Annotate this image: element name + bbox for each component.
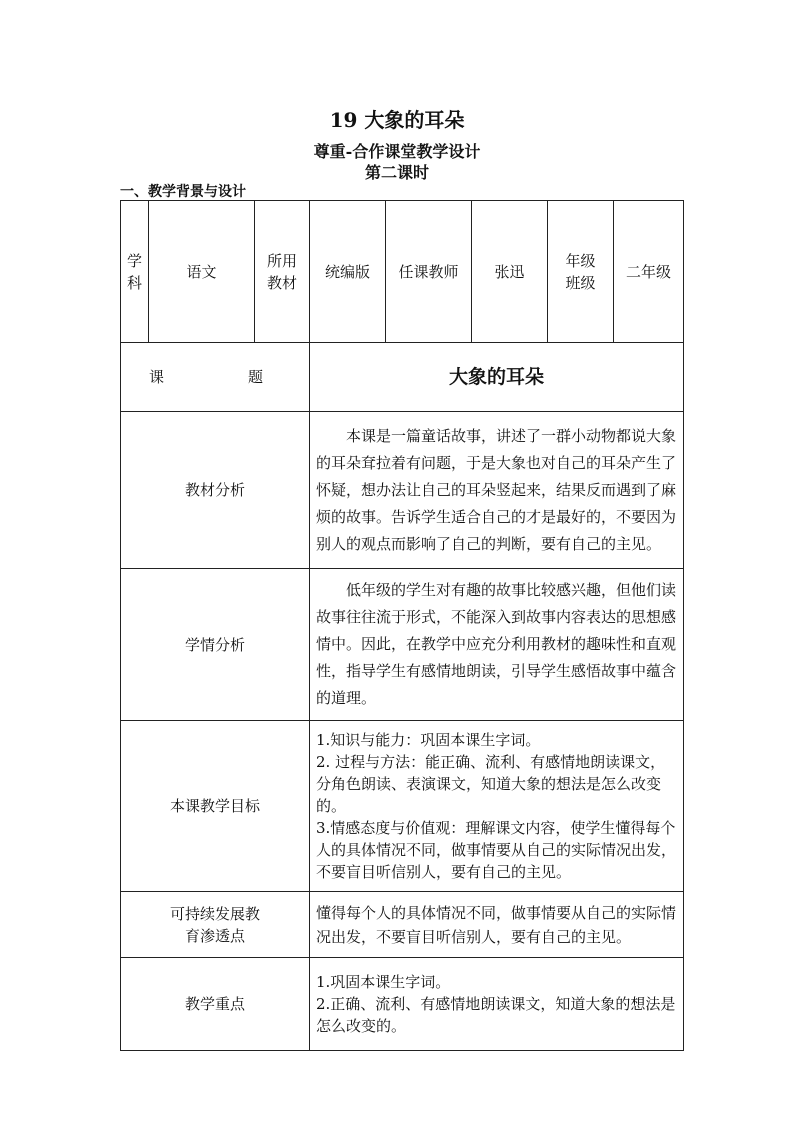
subject-value-cell: [149, 201, 255, 343]
objectives-label-cell: [121, 721, 310, 892]
key-points-text-cell: [310, 958, 684, 1051]
topic-row: [121, 343, 684, 412]
key-points-row: [121, 958, 684, 1051]
subject-label: 学科: [126, 251, 142, 292]
student-analysis-text: 低年级的学生对有趣的故事比较感兴趣，但他们读故事往往流于形式，不能深入到故事内容表达的思想感情中。因此，在教学中应充分利用教材的趣味性和直观性，指导学生有感情地朗读，引导学生感悟故事中蕴含的道理。: [316, 581, 677, 707]
info-row: [121, 201, 684, 343]
teacher-value-cell: [472, 201, 548, 343]
objective-item: 1.知识与能力：巩固本课生字词。: [316, 731, 541, 749]
key-point-item: 1.巩固本课生字词。: [316, 973, 451, 991]
student-analysis-text-cell: [310, 569, 684, 721]
material-analysis-text-cell: [310, 412, 684, 569]
grade-value-cell: [614, 201, 684, 343]
key-point-item: 2.正确、流利、有感情地朗读课文，知道大象的想法是怎么改变的。: [316, 995, 676, 1035]
topic-label: 课 题: [148, 368, 281, 386]
material-analysis-text: 本课是一篇童话故事，讲述了一群小动物都说大象的耳朵耷拉着有问题，于是大象也对自己的耳朵产生了怀疑，想办法让自己的耳朵竖起来，结果反而遇到了麻烦的故事。告诉学生适合自己的才是最好的，不要因为别人的观点而影响了自己的判断，要有自己的主见。: [316, 426, 677, 553]
material-analysis-label: 教材分析: [184, 481, 245, 499]
subject-label-cell: [121, 201, 149, 343]
objective-item: 3.情感态度与价值观：理解课文内容，使学生懂得每个人的具体情况不同，做事情要从自己的实际情况出发，不要盲目听信别人，要有自己的主见。: [316, 819, 677, 881]
material-analysis-row: [121, 412, 684, 569]
lesson-period: 第二课时: [364, 163, 429, 182]
page-title: 19 大象的耳朵: [329, 108, 465, 132]
lesson-plan-table: [120, 200, 684, 1051]
material-analysis-label-cell: [121, 412, 310, 569]
textbook-label-cell: [255, 201, 310, 343]
topic-label-cell: [121, 343, 310, 412]
objective-item: 2. 过程与方法：能正确、流利、有感情地朗读课文，分角色朗读、表演课文，知道大象的想法是怎么改变的。: [316, 753, 666, 815]
key-points-label-cell: [121, 958, 310, 1051]
subject-value: 语文: [186, 262, 217, 281]
student-analysis-row: [121, 569, 684, 721]
textbook-value: 统编版: [324, 262, 370, 281]
grade-label-cell: [548, 201, 614, 343]
sustainable-row: [121, 892, 684, 958]
page-subtitle: 尊重-合作课堂教学设计: [313, 142, 481, 161]
objectives-label: 本课教学目标: [169, 797, 260, 815]
grade-label: 年级班级: [565, 251, 596, 292]
topic-value-cell: [310, 343, 684, 412]
topic-value: 大象的耳朵: [448, 365, 544, 388]
student-analysis-label: 学情分析: [184, 635, 245, 654]
teacher-label-cell: [386, 201, 472, 343]
textbook-label: 所用教材: [266, 251, 297, 292]
section-heading: 一、教学背景与设计: [120, 184, 246, 200]
sustainable-text-cell: [310, 892, 684, 958]
sustainable-text: 懂得每个人的具体情况不同，做事情要从自己的实际情况出发，不要盲目听信别人，要有自己的主见。: [316, 903, 677, 946]
sustainable-label-cell: [121, 892, 310, 958]
textbook-value-cell: [310, 201, 386, 343]
key-points-label: 教学重点: [184, 995, 245, 1013]
student-analysis-label-cell: [121, 569, 310, 721]
objectives-text-cell: [310, 721, 684, 892]
objectives-row: [121, 721, 684, 892]
teacher-value: 张迅: [494, 262, 525, 281]
grade-value: 二年级: [625, 262, 671, 281]
teacher-label: 任课教师: [398, 262, 459, 281]
sustainable-label: 可持续发展教育渗透点: [170, 904, 261, 945]
